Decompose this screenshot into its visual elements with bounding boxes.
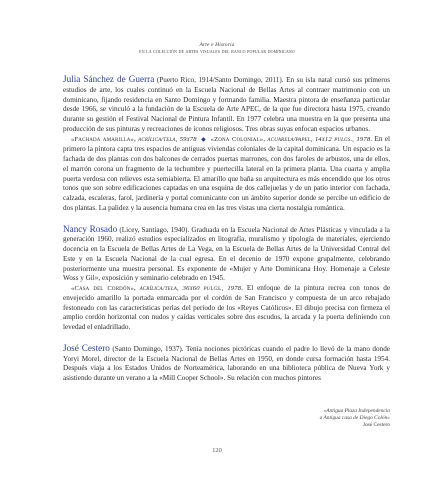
artist-name: Nancy Rosado [63,223,118,234]
artwork-meta: acuarela/papel, 14x12 pulgs., 1978 [267,135,371,143]
artwork-title: «Zona Colonial» [210,135,264,143]
artist-entry-sanchez [63,75,390,214]
artist-bio-paragraph [63,344,390,384]
running-header [0,42,434,56]
artist-entry-rosado [63,225,390,333]
page-number: 120 [212,447,222,454]
artwork-meta: acrílica/tela, 59x78 [138,135,197,143]
artist-bio-text: (Santo Domingo, 1937). Tenía nociones pictóricas cuando el padre lo llevó de la mano donde Yoryi Morel, director de la Escuela Nacional de Bellas Artes en 1950, en donde cursa formación hasta 1954. Después viaja a los Estados Unidos de Norteamérica, laborando en una biblioteca pública de Nueva York y asistiendo durante un verano a la «Mill Cooper School». Su relación con muchos pintores [63,344,390,382]
artist-name: José Cestero [63,342,110,353]
artist-name: Julia Sánchez de Guerra [63,74,155,84]
artist-entry-cestero [63,344,390,384]
artist-bio-text: (Licey, Santiago, 1940). Graduada en la Escuela Nacional de Artes Plásticas y vinculada a la generación 1960, realizó estudios especializados en litografía, muralismo y tipología de materiales, ejerciendo docencia en la Escuela de Bellas Artes de La Vega, en la Escuela de Bellas Artes de la Universidad Central del Este y en la Escuela Nacional de la cual egresa. En el decenio de 1970 expone grupalmente, celebrando posteriormente una muestra personal. Es exponente de «Mujer y Arte Dominicana Hoy. Homenaje a Celeste Woss y Gil», exposición y seminario celebrado en 1945. [63,225,391,283]
artwork-title: «Casa del Cordón» [71,285,134,292]
article-body [63,75,390,395]
artwork-meta: acrílica/tela, 36x60 pulgs., 1978 [139,285,242,292]
figure-caption-line: a Antigua casa de Diego Colón» [319,415,390,421]
artwork-description: En el primero la pintora capta tres espacios de antiguas viviendas coloniales de la capital dominicana. Un espacio es la fachada de dos plantas con dos balcones de cerrados puertas marrones, con dos faroles de arbustos, una de ellos, el marrón corona un fragmento de la techumbre y puertecilla lateral en la primera planta. Una cuarta y amplia puerta verdosa con relieves esta semiabierta. El amarillo que baña su arquitectura es más encendido que los otros tonos que son sobre edificaciones captadas en una esquina de dos callejuelas y de un patio interior con fachada, calzada, escaleras, farol, jardinería y portal comunicante con un ámbito superior donde se percibe un edificio de dos plantas. La palidez y la ausencia humana crea en las tres vistas una cierta nostalgia romántica. [63,134,390,212]
artist-bio-text: (Puerto Rico, 1914/Santo Domingo, 2011). En su isla natal cursó sus primeros estudios de arte, los cuales continuó en la Escuela Nacional de Bellas Artes al contraer matrimonio con un dominicano, fijando residencia en Santo Domingo y formando familia. Maestra pintora de enseñanza particular desde 1966, se vinculó a la fundación de la Escuela de Arte APEC, de la que fue directora hasta 1975, creando durante su gestión el Festival Nacional de Pintura Infantil. En 1977 celebra una muestra en la que presenta una producción de sus pinturas y recreaciones de íconos religiosos. Tres obras suyas enfocan espacios urbanos. [63,76,390,133]
figure-caption-author: José Cestero [362,422,390,428]
artwork-caption-paragraph: «Casa del Cordón», acrílica/tela, 36x60 pulgs., 1978. El enfoque de la pintura recrea con tonos de envejecido amarillo la portada enmarcada por el cordón de San Francisco y compuesta de un arco rebajado festoneado con las características perlas del período de los «Reyes Católicos». El dibujo precisa con firmeza el amplio cordón horizontal con nudos y caídas verticales sobre dos escudos, la arcada y la puerta definiendo con levedad el enladrillado. [63,284,391,331]
figure-caption [320,408,390,429]
diamond-separator-icon: ◆ [201,136,207,143]
artist-bio-paragraph [63,225,390,285]
header-collection-title: en la colección de artes visuales del banco popular dominicano [139,49,295,55]
artist-bio-paragraph [63,75,390,135]
figure-caption-line: «Antigua Plaza Independencia [323,408,390,414]
artwork-caption-paragraph: «Fachada amarilla», acrílica/tela, 59x78 ◆ «Zona Colonial», acuarela/papel, 14x12 pulgs., 1978. En el primero la pintora capta tres espacios de antiguas viviendas coloniales de la capital dominicana. Un espacio es la fachada de dos plantas con dos balcones de cerrados puertas marrones, con dos faroles de arbustos, una de ellos, el marrón corona un fragmento de la techumbre y puertecilla lateral en la primera planta. Una cuarta y amplia puerta verdosa con relieves esta semiabierta. El amarillo que baña su arquitectura es más encendido que los otros tonos que son sobre edificaciones captadas en una esquina de dos callejuelas y de un patio interior con fachada, calzada, escaleras, farol, jardinería y portal comunicante con un ámbito superior donde se percibe un edificio de dos plantas. La palidez y la ausencia humana crea en las tres vistas una cierta nostalgia romántica. [63,134,390,212]
artwork-title: «Fachada amarilla» [71,135,134,143]
artwork-description: El enfoque de la pintura recrea con tonos de envejecido amarillo la portada enmarcada por el cordón de San Francisco y compuesta de un arco rebajado festoneado con las características perlas del período de los «Reyes Católicos». El dibujo precisa con firmeza el amplio cordón horizontal con nudos y caídas verticales sobre dos escudos, la arcada y la puerta definiendo con levedad el enladrillado. [63,284,391,331]
header-series-title: Arte e Historia [199,42,235,48]
